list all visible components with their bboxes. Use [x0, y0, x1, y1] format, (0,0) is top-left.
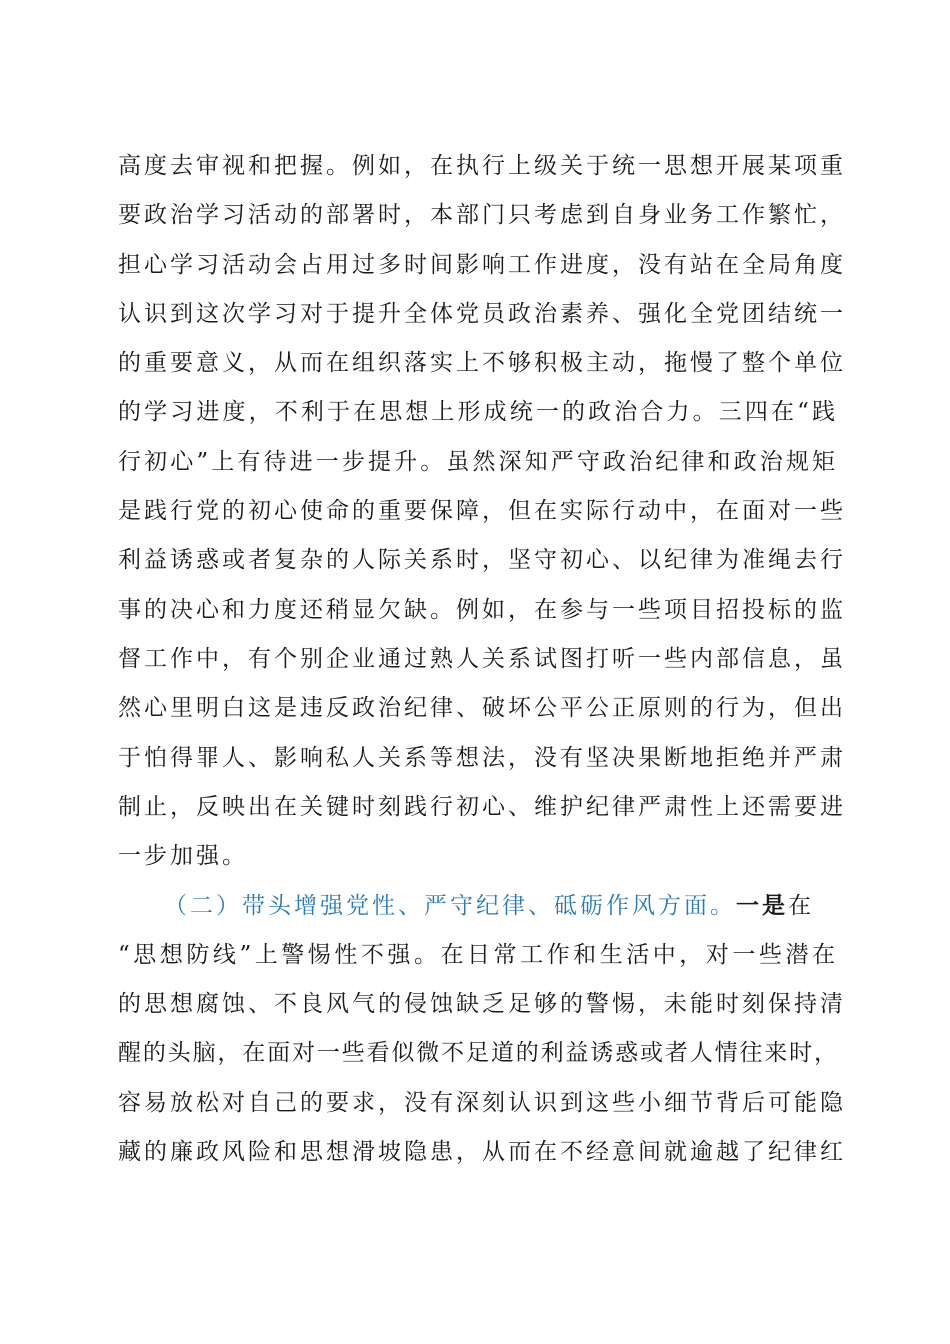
body-line: 高度去审视和把握。例如，在执行上级关于统一思想开展某项重 — [118, 153, 846, 179]
section-heading-line — [118, 881, 838, 930]
body-line: 督工作中，有个别企业通过熟人关系试图打听一些内部信息，虽 — [118, 645, 846, 672]
body-line: “思想防线”上警惕性不强。在日常工作和生活中，对一些潜在 — [118, 941, 838, 968]
body-line: 藏的廉政风险和思想滑坡隐患，从而在不经意间就逾越了纪律红 — [118, 1138, 846, 1165]
body-line: 行初心”上有待进一步提升。虽然深知严守政治纪律和政治规矩 — [118, 448, 838, 475]
body-line: 事的决心和力度还稍显欠缺。例如，在参与一些项目招投标的监 — [118, 596, 846, 623]
document-body — [118, 142, 846, 1177]
body-line: 要政治学习活动的部署时，本部门只考虑到自身业务工作繁忙， — [118, 202, 846, 229]
body-line: 醒的头脑，在面对一些看似微不足道的利益诱惑或者人情往来时， — [118, 1040, 838, 1067]
body-line: 然心里明白这是违反政治纪律、破坏公平公正原则的行为，但出 — [118, 695, 846, 722]
section-lead-text: 在 — [788, 893, 814, 920]
body-line: 的思想腐蚀、不良风气的侵蚀缺乏足够的警惕，未能时刻保持清 — [118, 991, 846, 1018]
body-line: 制止，反映出在关键时刻践行初心、维护纪律严肃性上还需要进 — [118, 793, 846, 820]
body-line: 一步加强。 — [118, 843, 248, 870]
body-line: 的重要意义，从而在组织落实上不够积极主动，拖慢了整个单位 — [118, 350, 846, 377]
body-line: 容易放松对自己的要求，没有深刻认识到这些小细节背后可能隐 — [118, 1089, 846, 1116]
body-line: 于怕得罪人、影响私人关系等想法，没有坚决果断地拒绝并严肃 — [118, 744, 846, 771]
body-line: 担心学习活动会占用过多时间影响工作进度，没有站在全局角度 — [118, 251, 846, 278]
body-line: 利益诱惑或者复杂的人际关系时，坚守初心、以纪律为准绳去行 — [118, 547, 846, 574]
body-line: 是践行党的初心使命的重要保障，但在实际行动中，在面对一些 — [118, 498, 846, 525]
section-heading: （二）带头增强党性、严守纪律、砥砺作风方面。 — [164, 893, 736, 920]
body-line: 认识到这次学习对于提升全体党员政治素养、强化全党团结统一 — [118, 300, 846, 327]
section-lead-bold: 一是 — [736, 892, 788, 920]
body-line: 的学习进度，不利于在思想上形成统一的政治合力。三四在“践 — [118, 399, 838, 426]
